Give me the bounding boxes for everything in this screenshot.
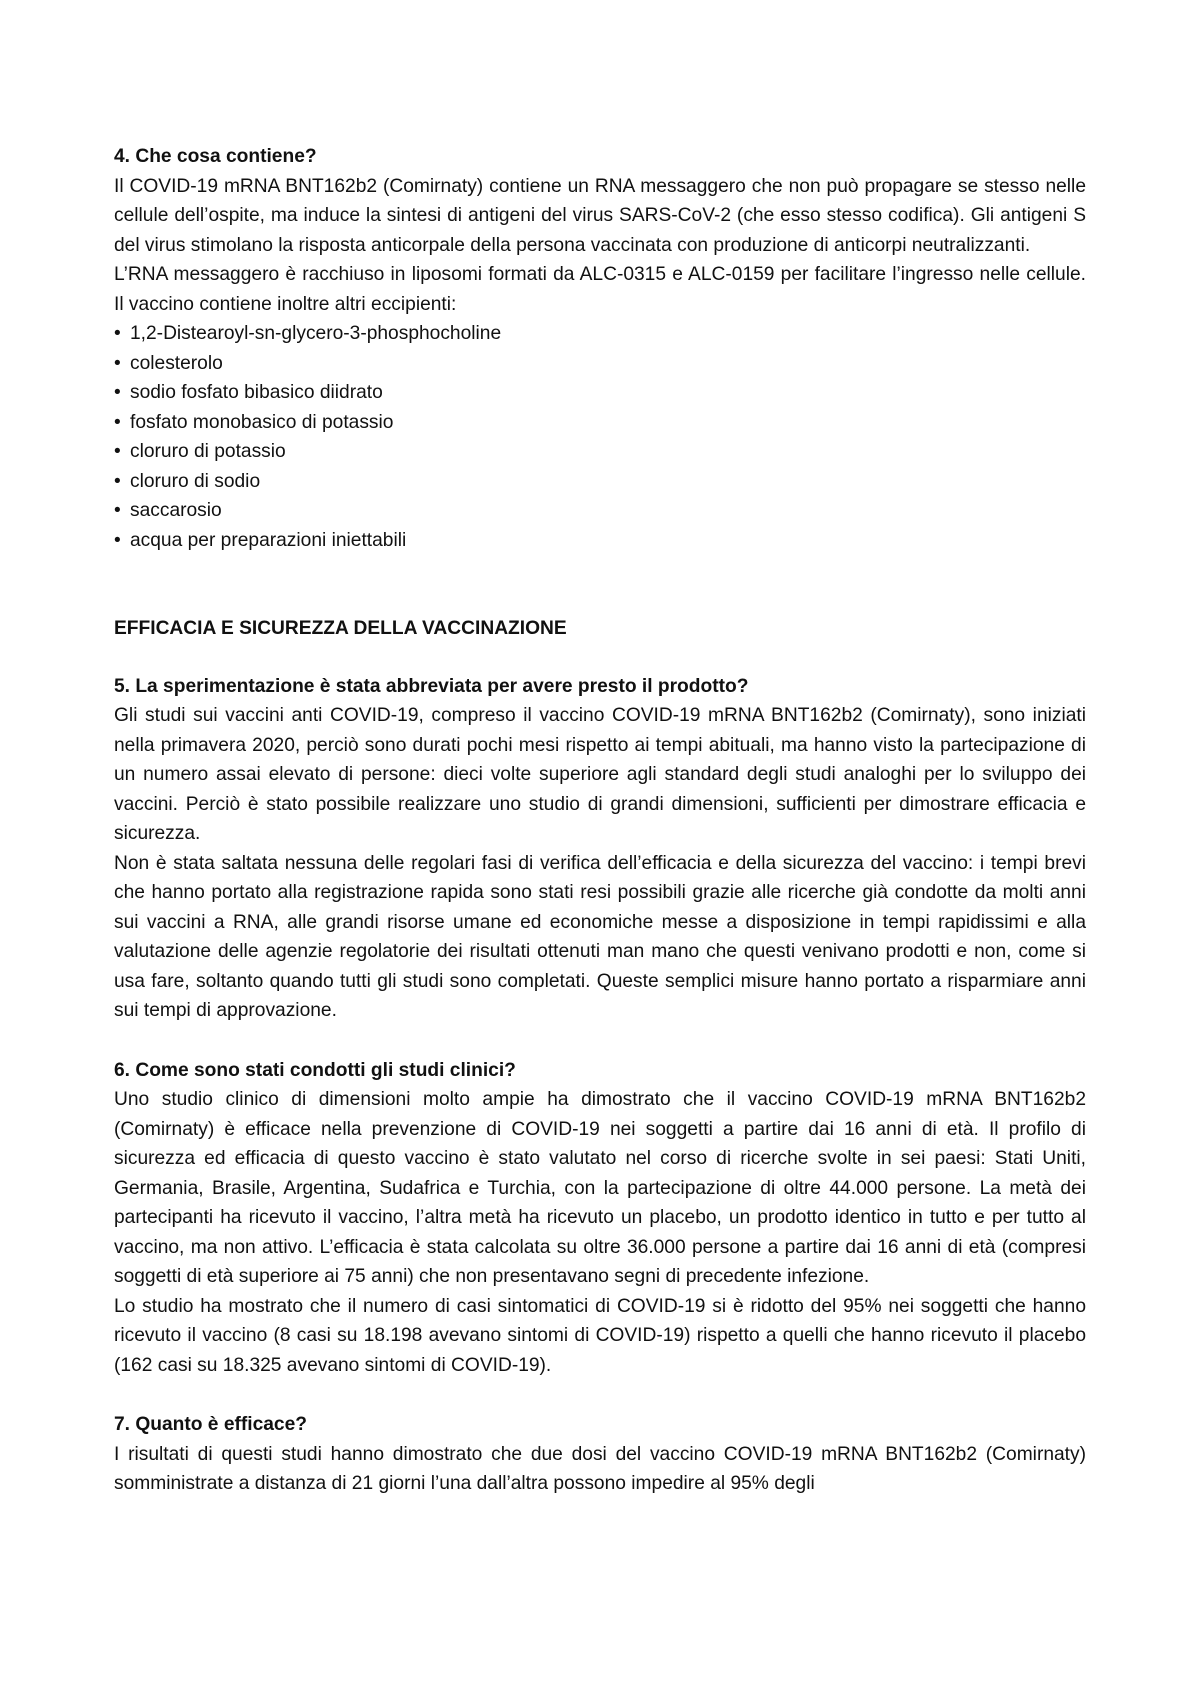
section-4-paragraph-2: L’RNA messaggero è racchiuso in liposomi formati da ALC-0315 e ALC-0159 per facilitare l’ingresso nelle cellule. Il vaccino contiene inoltre altri eccipienti: xyxy=(114,264,1086,315)
list-item xyxy=(114,378,1086,408)
list-item-text: cloruro di sodio xyxy=(130,470,261,492)
list-item-text: sodio fosfato bibasico diidrato xyxy=(130,382,383,403)
list-item-text: acqua per preparazioni iniettabili xyxy=(130,529,407,551)
spacer xyxy=(114,555,1086,614)
section-6-heading: 6. Come sono stati condotti gli studi clinici? xyxy=(114,1059,516,1081)
list-item xyxy=(114,437,1086,467)
section-4-heading: 4. Che cosa contiene? xyxy=(114,146,317,167)
section-5-paragraph-1: Gli studi sui vaccini anti COVID-19, compreso il vaccino COVID-19 mRNA BNT162b2 (Comirnaty), sono iniziati nella primavera 2020, perciò sono durati pochi mesi rispetto ai tempi abituali, ma hanno visto la partecipazione di un numero assai elevato di persone: dieci volte superiore agli standard degli studi analoghi per lo sviluppo dei vaccini. Perciò è stato possibile realizzare uno studio di grandi dimensioni, sufficienti per dimostrare efficacia e sicurezza. xyxy=(114,705,1086,844)
list-item xyxy=(114,408,1086,438)
list-item-text: cloruro di potassio xyxy=(130,441,286,462)
spacer xyxy=(114,644,1086,672)
list-item xyxy=(114,319,1086,349)
spacer xyxy=(114,1380,1086,1410)
section-5-heading: 5. La sperimentazione è stata abbreviata per avere presto il prodotto? xyxy=(114,675,749,697)
section-7-heading: 7. Quanto è efficace? xyxy=(114,1414,307,1435)
bullet-icon: • xyxy=(114,411,121,433)
section-7-paragraph-1: I risultati di questi studi hanno dimostrato che due dosi del vaccino COVID-19 mRNA BNT162b2 (Comirnaty) somministrate a distanza di 21 giorni l’una dall’altra possono impedire al 95% degli xyxy=(114,1443,1086,1494)
bullet-icon: • xyxy=(114,382,121,403)
bullet-icon: • xyxy=(114,500,121,521)
section-title: EFFICACIA E SICUREZZA DELLA VACCINAZIONE xyxy=(114,618,567,639)
spacer xyxy=(114,1026,1086,1056)
bullet-icon: • xyxy=(114,529,121,551)
bullet-icon: • xyxy=(114,441,121,462)
list-item xyxy=(114,496,1086,526)
document-page xyxy=(114,142,1086,1499)
bullet-icon: • xyxy=(114,323,121,344)
section-4-paragraph-1: Il COVID-19 mRNA BNT162b2 (Comirnaty) contiene un RNA messaggero che non può propagare se stesso nelle cellule dell’ospite, ma induce la sintesi di antigeni del virus SARS-CoV-2 (che esso stesso codifica). Gli antigeni S del virus stimolano la risposta anticorpale della persona vaccinata con produzione di anticorpi neutralizzanti. xyxy=(114,175,1086,256)
bullet-icon: • xyxy=(114,352,121,374)
section-6-paragraph-1: Uno studio clinico di dimensioni molto ampie ha dimostrato che il vaccino COVID-19 mRNA BNT162b2 (Comirnaty) è efficace nella prevenzione di COVID-19 nei soggetti a partire dai 16 anni di età. Il profilo di sicurezza ed efficacia di questo vaccino è stato valutato nel corso di ricerche svolte in sei paesi: Stati Uniti, Germania, Brasile, Argentina, Sudafrica e Turchia, con la partecipazione di oltre 44.000 persone. La metà dei partecipanti ha ricevuto il vaccino, l’altra metà ha ricevuto un placebo, un prodotto identico in tutto e per tutto al vaccino, ma non attivo. L’efficacia è stata calcolata su oltre 36.000 persone a partire dai 16 anni di età (compresi soggetti di età superiore ai 75 anni) che non presentavano segni di precedente infezione. xyxy=(114,1089,1086,1287)
list-item-text: fosfato monobasico di potassio xyxy=(130,411,394,433)
list-item-text: saccarosio xyxy=(130,500,222,521)
section-6-paragraph-2: Lo studio ha mostrato che il numero di casi sintomatici di COVID-19 si è ridotto del 95% nei soggetti che hanno ricevuto il vaccino (8 casi su 18.198 avevano sintomi di COVID-19) rispetto a quelli che hanno ricevuto il placebo (162 casi su 18.325 avevano sintomi di COVID-19). xyxy=(114,1295,1086,1376)
list-item xyxy=(114,467,1086,497)
list-item xyxy=(114,526,1086,556)
list-item-text: colesterolo xyxy=(130,352,223,374)
section-5-paragraph-2: Non è stata saltata nessuna delle regolari fasi di verifica dell’efficacia e della sicurezza del vaccino: i tempi brevi che hanno portato alla registrazione rapida sono stati resi possibili grazie alle ricerche già condotte da molti anni sui vaccini a RNA, alle grandi risorse umane ed economiche messe a disposizione in tempi rapidissimi e alla valutazione delle agenzie regolatorie dei risultati ottenuti man mano che questi venivano prodotti e non, come si usa fare, soltanto quando tutti gli studi sono completati. Queste semplici misure hanno portato a risparmiare anni sui tempi di approvazione. xyxy=(114,852,1086,1021)
list-item xyxy=(114,349,1086,379)
bullet-icon: • xyxy=(114,470,121,492)
excipients-list xyxy=(114,319,1086,555)
list-item-text: 1,2-Distearoyl-sn-glycero-3-phosphocholine xyxy=(130,323,502,344)
